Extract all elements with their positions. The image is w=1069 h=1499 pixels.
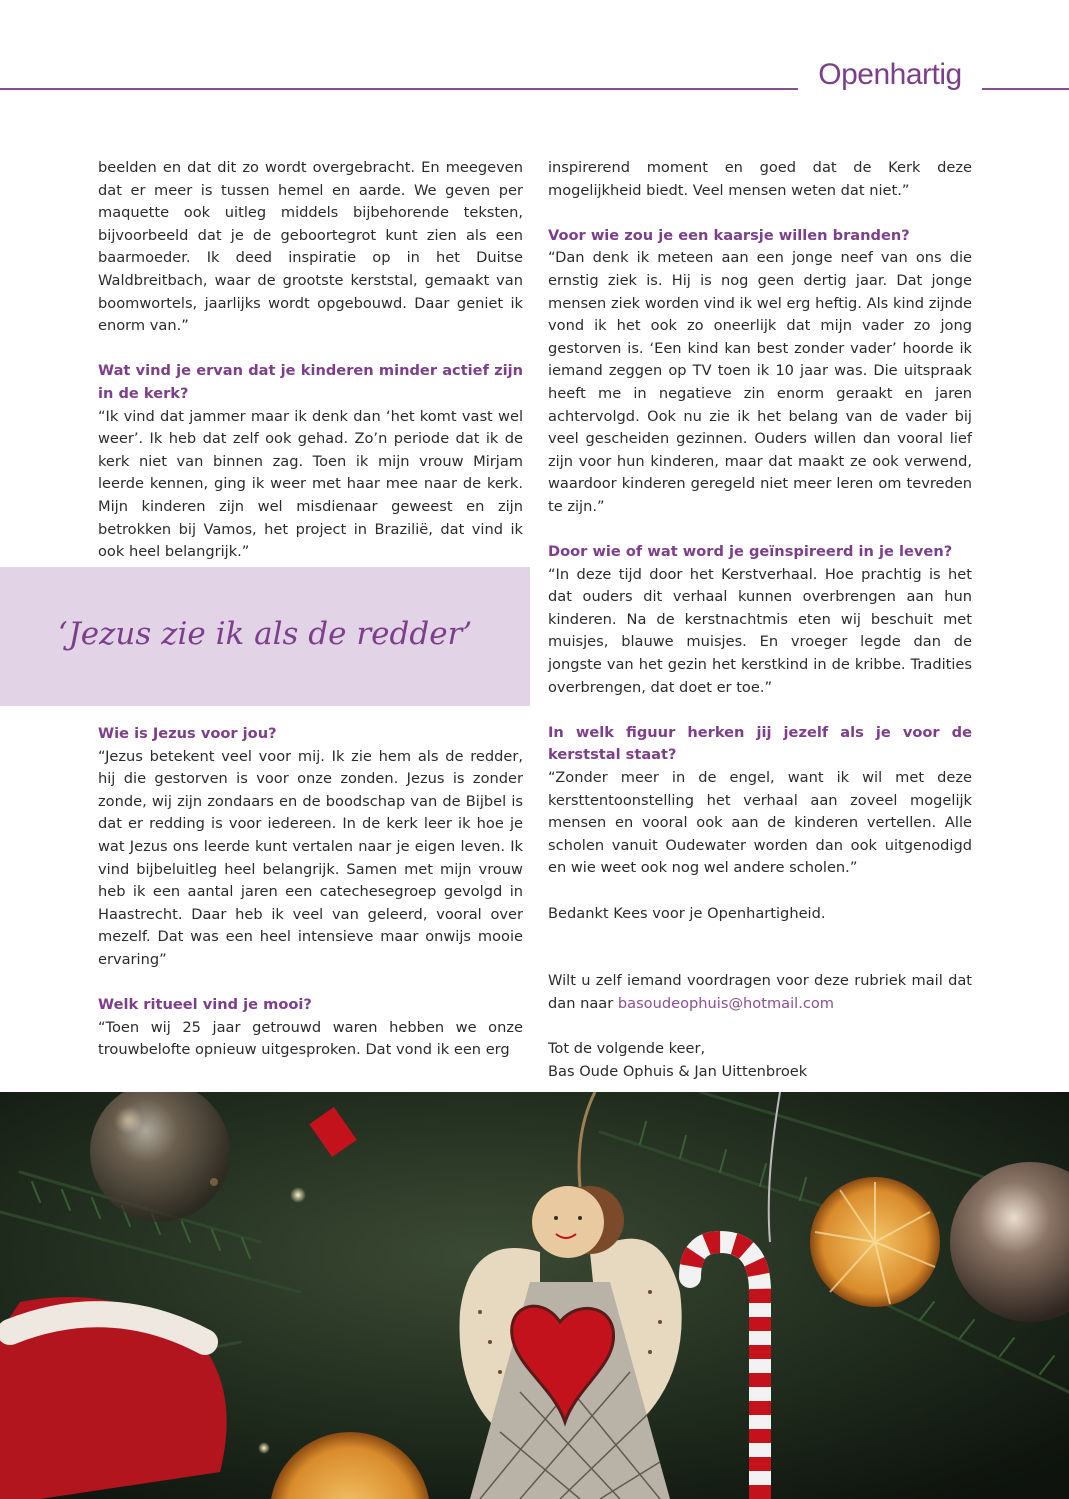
left-column-bottom [98,723,523,1062]
email-link[interactable]: basoudeophuis@hotmail.com [617,994,835,1012]
section-title: Openhartig [818,58,962,91]
pull-quote: ‘Jezus zie ik als de redder’ [57,615,473,652]
authors-line: Bas Oude Ophuis & Jan Uittenbroek [548,1062,808,1080]
paragraph: “Dan denk ik meteen aan een jonge neef van ons die ernstig ziek is. Hij is nog geen dertig jaar. Dat jonge mensen ziek worden vind ik wel erg heftig. Als kind zijnde vond ik het ook zo oneerlijk dat mijn vader zo jong gestorven is. ‘Een kind kan best zonder vader’ hoorde ik iemand zeggen op TV toen ik 10 jaar was. Die uitspraak heeft me in negatieve zin enorm geraakt en jaren achtervolgd. Ook nu zie ik het belang van de vader bij veel gescheiden gezinnen. Ouders willen dan vooral lief zijn voor hun kinderen, maar dat maakt ze ook verwend, waardoor kinderen geregeld niet meer leren om tevreden te zijn.” [548,249,972,515]
paragraph: “Jezus betekent veel voor mij. Ik zie hem als de redder, hij die gestorven is voor onze zonden. Jezus is zonder zonde, wij zijn zondaars en de boodschap van de Bijbel is dat er redding is voor iedereen. In de kerk leer ik hoe je wat Jezus ons leerde kunt vertalen naar je eigen leven. Ik vind bijbeluitleg heel belangrijk. Samen met mijn vrouw heb ik een aantal jaren een catechesegroep gevolgd in Haastrecht. Daar heb ik veel van geleerd, vooral over mezelf. Dat was een heel intensieve maar onwijs mooie ervaring” [98,747,523,968]
christmas-photo [0,1092,1069,1499]
nominate-text: Wilt u zelf iemand voordragen voor deze rubriek mail dat dan naar [548,972,972,1012]
right-column [548,157,972,1083]
signoff-line: Tot de volgende keer, [548,1040,706,1058]
interview-question: In welk figuur herken jij jezelf als je voor de kerststal staat? [548,723,972,764]
paragraph: beelden en dat dit zo wordt overgebracht. En meegeven dat er meer is tussen hemel en aarde. We geven per maquette ook uitleg middels bijbehorende teksten, bijvoorbeeld dat je de geboortegrot kunt zien als een baarmoeder. Ik deed inspiratie op in het Duitse Waldbreitbach, waar de grootste kerststal, gemaakt van boomwortels, jaarlijks wordt opgebouwd. Daar geniet ik enorm van.” [98,159,523,335]
interview-question: Welk ritueel vind je mooi? [98,996,312,1014]
pull-quote-box [0,567,530,706]
christmas-ornaments-illustration [0,1092,1069,1499]
left-column-top [98,157,523,564]
interview-question: Wie is Jezus voor jou? [98,725,277,742]
thanks-line: Bedankt Kees voor je Openhartigheid. [548,904,826,922]
header-rule-left [0,88,798,90]
paragraph: inspirerend moment en goed dat de Kerk deze mogelijkheid biedt. Veel mensen weten dat niet.” [548,159,972,199]
header-rule-right [982,88,1069,90]
paragraph: “Toen wij 25 jaar getrouwd waren hebben we onze trouwbelofte opnieuw uitgesproken. Dat vond ik een erg [98,1018,523,1059]
interview-question: Door wie of wat word je geïnspireerd in je leven? [548,543,953,561]
paragraph: “Ik vind dat jammer maar ik denk dan ‘het komt vast wel weer’. Ik heb dat zelf ook gehad. Zo’n periode dat ik de kerk niet van binnen zag. Toen ik mijn vrouw Mirjam leerde kennen, ging ik weer met haar mee naar de kerk. Mijn kinderen zijn wel misdienaar geweest en zijn betrokken bij Vamos, het project in Brazilië, dat vind ik ook heel belangrijk.” [98,407,523,561]
paragraph: “Zonder meer in de engel, want ik wil met deze kersttentoonstelling het verhaal aan zoveel mogelijk mensen en vooral ook aan de kinderen vertellen. Alle scholen vanuit Oudewater worden dan ook uitgenodigd en wie weet ook nog wel andere scholen.” [548,769,972,877]
interview-question: Wat vind je ervan dat je kinderen minder actief zijn in de kerk? [98,362,523,402]
interview-question: Voor wie zou je een kaarsje willen branden? [548,226,910,244]
nominate-paragraph [548,970,972,1015]
paragraph: “In deze tijd door het Kerstverhaal. Hoe prachtig is het dat ouders dit verhaal kunnen overbrengen aan hun kinderen. Na de kerstnachtmis eten wij beschuit met muisjes, blauwe muisjes. En vroeger legde dan de jongste van het gezin het kerstkind in de kribbe. Tradities overbrengen, dat doet er toe.” [548,565,972,696]
